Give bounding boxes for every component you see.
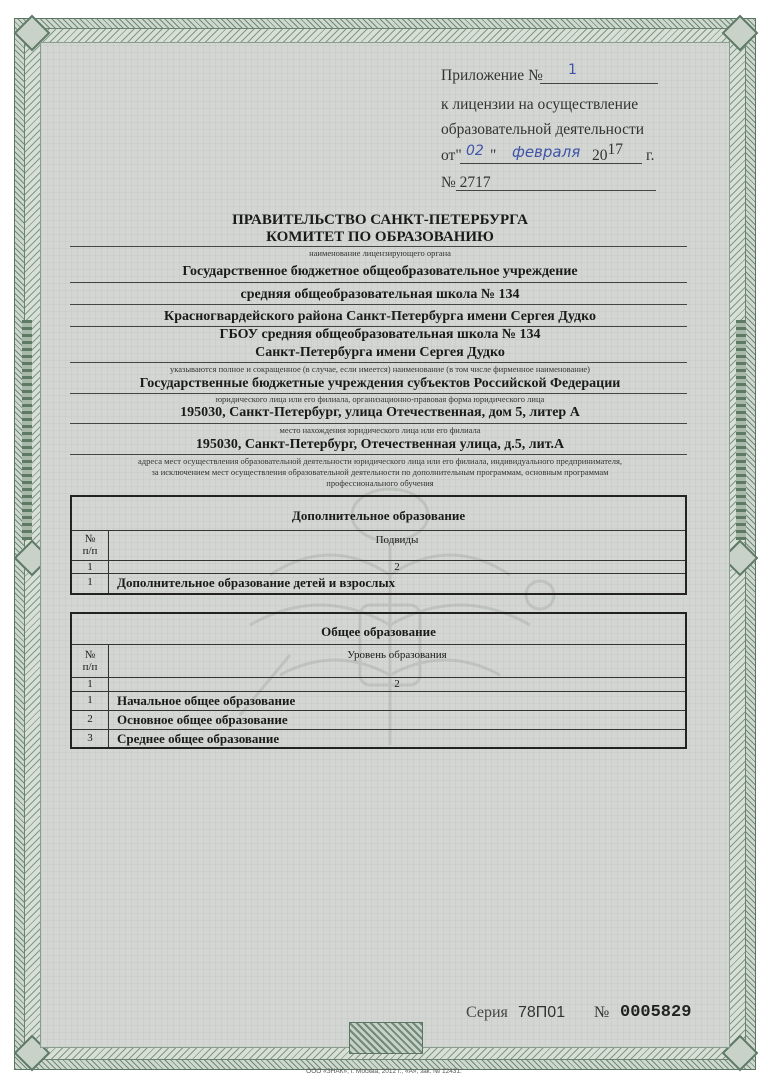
date-prefix: от [441, 147, 456, 164]
legal-form-caption: юридического лица или его филиала, организационно-правовая форма юридического лица [215, 394, 545, 404]
org-name-line1: Государственное бюджетное общеобразовательное учреждение [182, 264, 578, 279]
index-col-2: 2 [394, 561, 400, 573]
legal-form: Государственные бюджетные учреждения субъектов Российской Федерации [139, 376, 621, 391]
col-num-header [72, 531, 109, 560]
row-num: 1 [72, 574, 109, 593]
col-num-header [72, 645, 109, 677]
general-education-table [70, 612, 687, 749]
general-education-title: Общее образование [321, 624, 436, 639]
row-num: 3 [72, 730, 109, 747]
appendix-line3: образовательной деятельности [441, 121, 645, 138]
row-text: Среднее общее образование [117, 731, 280, 746]
table-index-row [72, 677, 685, 691]
row-num: 1 [72, 692, 109, 710]
org-name-line1-underline [70, 282, 687, 283]
additional-education-table [70, 495, 687, 595]
table-header-row [72, 530, 685, 560]
license-number-label: № [441, 174, 456, 191]
activity-address-underline [70, 454, 687, 455]
appendix-number-underline [540, 83, 658, 84]
col-level-header: Уровень образования [347, 649, 447, 661]
date-quote-close: " [490, 147, 497, 164]
org-name-line4: ГБОУ средняя общеобразовательная школа № 134 [219, 327, 541, 342]
date-underline [460, 163, 642, 164]
org-address: 195030, Санкт-Петербург, улица Отечественная, дом 5, литер А [180, 405, 580, 420]
org-name-line2: средняя общеобразовательная школа № 134 [240, 287, 520, 302]
authority-underline [70, 246, 687, 247]
table-header-row [72, 644, 685, 677]
left-ornament-band [22, 320, 32, 540]
org-name-caption: указываются полное и сокращенное (в случае, если имеется) наименование (в том числе фирменное наименование) [169, 364, 591, 374]
index-col-2: 2 [394, 678, 400, 690]
serial-number-value: 0005829 [620, 1003, 692, 1022]
authority-line1: ПРАВИТЕЛЬСТВО САНКТ-ПЕТЕРБУРГА [232, 212, 528, 228]
series-value: 78П01 [518, 1004, 566, 1021]
date-day: 02 [466, 143, 484, 159]
org-name-line2-underline [70, 304, 687, 305]
index-col-1: 1 [72, 678, 109, 691]
date-year-suffix: 17 [607, 141, 623, 158]
right-ornament-band [736, 320, 746, 540]
appendix-label: Приложение № [441, 67, 543, 84]
row-num: 2 [72, 711, 109, 729]
col-num-line2: п/п [82, 661, 98, 673]
col-num-line2: п/п [82, 545, 98, 557]
row-text: Основное общее образование [117, 712, 288, 727]
row-text: Начальное общее образование [117, 693, 296, 708]
table-index-row [72, 560, 685, 573]
org-name-line3: Красногвардейского района Санкт-Петербурга имени Сергея Дудко [164, 309, 596, 324]
col-subtypes-header: Подвиды [375, 534, 419, 546]
row-text: Дополнительное образование детей и взрослых [117, 575, 396, 590]
license-number: 2717 [459, 174, 491, 191]
authority-line2: КОМИТЕТ ПО ОБРАЗОВАНИЮ [266, 229, 494, 245]
org-address-caption: место нахождения юридического лица или его филиала [279, 425, 481, 435]
appendix-number: 1 [568, 62, 577, 78]
table-row [72, 710, 685, 729]
date-quote-open: " [455, 147, 462, 164]
org-address-underline [70, 423, 687, 424]
activity-caption-line2: за исключением мест осуществления образовательной деятельности по дополнительным программам, основным программам [151, 467, 609, 477]
serial-number-label: № [594, 1004, 610, 1021]
table-row [72, 729, 685, 747]
date-suffix: г. [646, 147, 655, 164]
activity-address: 195030, Санкт-Петербург, Отечественная улица, д.5, лит.А [195, 437, 565, 452]
org-name-line5: Санкт-Петербурга имени Сергея Дудко [255, 345, 505, 360]
table-row [72, 691, 685, 710]
series-label: Серия [466, 1004, 508, 1021]
authority-caption: наименование лицензирующего органа [309, 248, 451, 258]
printer-note: ООО «ЗНАК», г. Москва, 2012 г., «А», зак. № 12431. [306, 1068, 462, 1075]
index-col-1: 1 [72, 561, 109, 573]
appendix-line2: к лицензии на осуществление [441, 96, 639, 113]
bottom-ornament-tab [349, 1022, 423, 1054]
col-num-line1: № [84, 533, 96, 545]
org-name-line5-underline [70, 362, 687, 363]
table-row [72, 573, 685, 593]
col-num-line1: № [84, 649, 96, 661]
additional-education-title: Дополнительное образование [291, 508, 466, 523]
activity-caption-line3: профессионального обучения [326, 478, 434, 488]
date-month: февраля [512, 143, 581, 161]
date-year-prefix: 20 [592, 147, 608, 164]
license-number-underline [456, 190, 656, 191]
activity-caption-line1: адреса мест осуществления образовательной деятельности юридического лица или его филиала, индивидуального предпринимателя, [137, 456, 622, 466]
